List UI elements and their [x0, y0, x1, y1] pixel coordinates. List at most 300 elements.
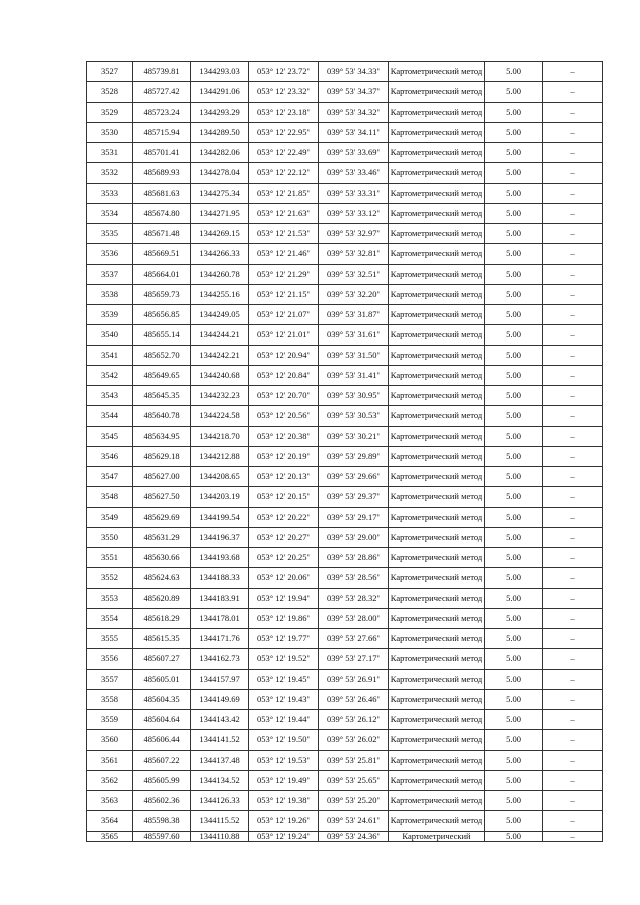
longitude-cell: 039° 53' 33.12": [319, 203, 389, 223]
accuracy-cell: 5.00: [485, 608, 543, 628]
note-cell: –: [543, 406, 603, 426]
note-cell: –: [543, 649, 603, 669]
x-coordinate-cell: 485689.93: [133, 163, 191, 183]
longitude-cell: 039° 53' 24.61": [319, 811, 389, 831]
x-coordinate-cell: 485627.50: [133, 487, 191, 507]
y-coordinate-cell: 1344242.21: [191, 345, 249, 365]
method-cell: Картометрический метод: [389, 102, 485, 122]
x-coordinate-cell: 485727.42: [133, 82, 191, 102]
note-cell: –: [543, 426, 603, 446]
point-number-cell: 3563: [87, 791, 133, 811]
accuracy-cell: 5.00: [485, 426, 543, 446]
note-cell: –: [543, 507, 603, 527]
point-number-cell: 3540: [87, 325, 133, 345]
note-cell: –: [543, 669, 603, 689]
table-row: [87, 386, 603, 406]
x-coordinate-cell: 485645.35: [133, 386, 191, 406]
point-number-cell: 3562: [87, 770, 133, 790]
accuracy-cell: 5.00: [485, 811, 543, 831]
y-coordinate-cell: 1344293.03: [191, 62, 249, 82]
x-coordinate-cell: 485598.38: [133, 811, 191, 831]
x-coordinate-cell: 485607.22: [133, 750, 191, 770]
table-row: [87, 62, 603, 82]
latitude-cell: 053° 12' 20.22": [249, 507, 319, 527]
table-row: [87, 82, 603, 102]
table-row: [87, 345, 603, 365]
longitude-cell: 039° 53' 28.00": [319, 608, 389, 628]
method-cell: Картометрический метод: [389, 122, 485, 142]
method-cell: Картометрический метод: [389, 710, 485, 730]
y-coordinate-cell: 1344282.06: [191, 143, 249, 163]
x-coordinate-cell: 485656.85: [133, 305, 191, 325]
point-number-cell: 3547: [87, 467, 133, 487]
table-row: [87, 548, 603, 568]
point-number-cell: 3527: [87, 62, 133, 82]
latitude-cell: 053° 12' 22.12": [249, 163, 319, 183]
note-cell: –: [543, 203, 603, 223]
y-coordinate-cell: 1344232.23: [191, 386, 249, 406]
latitude-cell: 053° 12' 22.49": [249, 143, 319, 163]
method-cell: Картометрический метод: [389, 629, 485, 649]
latitude-cell: 053° 12' 21.85": [249, 183, 319, 203]
latitude-cell: 053° 12' 19.50": [249, 730, 319, 750]
method-cell: Картометрический метод: [389, 791, 485, 811]
note-cell: –: [543, 791, 603, 811]
latitude-cell: 053° 12' 19.26": [249, 811, 319, 831]
note-cell: –: [543, 750, 603, 770]
latitude-cell: 053° 12' 19.77": [249, 629, 319, 649]
note-cell: –: [543, 305, 603, 325]
latitude-cell: 053° 12' 21.15": [249, 284, 319, 304]
table-row: [87, 426, 603, 446]
latitude-cell: 053° 12' 21.53": [249, 224, 319, 244]
latitude-cell: 053° 12' 20.27": [249, 527, 319, 547]
y-coordinate-cell: 1344199.54: [191, 507, 249, 527]
accuracy-cell: 5.00: [485, 325, 543, 345]
accuracy-cell: 5.00: [485, 305, 543, 325]
point-number-cell: 3529: [87, 102, 133, 122]
x-coordinate-cell: 485597.60: [133, 831, 191, 841]
table-row: [87, 568, 603, 588]
method-cell: Картометрический метод: [389, 568, 485, 588]
latitude-cell: 053° 12' 20.84": [249, 365, 319, 385]
accuracy-cell: 5.00: [485, 446, 543, 466]
note-cell: –: [543, 183, 603, 203]
longitude-cell: 039° 53' 29.37": [319, 487, 389, 507]
note-cell: –: [543, 527, 603, 547]
table-row: [87, 730, 603, 750]
accuracy-cell: 5.00: [485, 649, 543, 669]
point-number-cell: 3561: [87, 750, 133, 770]
longitude-cell: 039° 53' 27.17": [319, 649, 389, 669]
latitude-cell: 053° 12' 21.63": [249, 203, 319, 223]
note-cell: –: [543, 284, 603, 304]
method-cell: Картометрический метод: [389, 345, 485, 365]
longitude-cell: 039° 53' 26.91": [319, 669, 389, 689]
note-cell: –: [543, 345, 603, 365]
latitude-cell: 053° 12' 19.38": [249, 791, 319, 811]
method-cell: Картометрический метод: [389, 305, 485, 325]
method-cell: Картометрический метод: [389, 548, 485, 568]
table-row: [87, 629, 603, 649]
method-cell: Картометрический метод: [389, 608, 485, 628]
table-row: [87, 325, 603, 345]
point-number-cell: 3551: [87, 548, 133, 568]
note-cell: –: [543, 386, 603, 406]
accuracy-cell: 5.00: [485, 791, 543, 811]
method-cell: Картометрический метод: [389, 82, 485, 102]
longitude-cell: 039° 53' 26.12": [319, 710, 389, 730]
note-cell: –: [543, 224, 603, 244]
point-number-cell: 3545: [87, 426, 133, 446]
longitude-cell: 039° 53' 29.00": [319, 527, 389, 547]
longitude-cell: 039° 53' 34.32": [319, 102, 389, 122]
point-number-cell: 3537: [87, 264, 133, 284]
point-number-cell: 3548: [87, 487, 133, 507]
method-cell: Картометрический метод: [389, 426, 485, 446]
latitude-cell: 053° 12' 20.38": [249, 426, 319, 446]
longitude-cell: 039° 53' 28.32": [319, 588, 389, 608]
table-row: [87, 791, 603, 811]
method-cell: Картометрический метод: [389, 365, 485, 385]
y-coordinate-cell: 1344269.15: [191, 224, 249, 244]
accuracy-cell: 5.00: [485, 203, 543, 223]
method-cell: Картометрический метод: [389, 669, 485, 689]
point-number-cell: 3549: [87, 507, 133, 527]
table-row: [87, 811, 603, 831]
y-coordinate-cell: 1344115.52: [191, 811, 249, 831]
point-number-cell: 3535: [87, 224, 133, 244]
note-cell: –: [543, 568, 603, 588]
y-coordinate-cell: 1344110.88: [191, 831, 249, 841]
accuracy-cell: 5.00: [485, 62, 543, 82]
table-row: [87, 406, 603, 426]
table-row: [87, 831, 603, 841]
point-number-cell: 3554: [87, 608, 133, 628]
y-coordinate-cell: 1344249.05: [191, 305, 249, 325]
x-coordinate-cell: 485627.00: [133, 467, 191, 487]
latitude-cell: 053° 12' 19.45": [249, 669, 319, 689]
latitude-cell: 053° 12' 19.53": [249, 750, 319, 770]
y-coordinate-cell: 1344134.52: [191, 770, 249, 790]
table-row: [87, 608, 603, 628]
y-coordinate-cell: 1344271.95: [191, 203, 249, 223]
accuracy-cell: 5.00: [485, 386, 543, 406]
y-coordinate-cell: 1344224.58: [191, 406, 249, 426]
method-cell: Картометрический метод: [389, 507, 485, 527]
point-number-cell: 3552: [87, 568, 133, 588]
longitude-cell: 039° 53' 31.61": [319, 325, 389, 345]
table-row: [87, 102, 603, 122]
coordinates-table: [86, 61, 603, 842]
point-number-cell: 3528: [87, 82, 133, 102]
y-coordinate-cell: 1344149.69: [191, 689, 249, 709]
longitude-cell: 039° 53' 28.56": [319, 568, 389, 588]
method-cell: Картометрический метод: [389, 203, 485, 223]
longitude-cell: 039° 53' 29.66": [319, 467, 389, 487]
method-cell: Картометрический метод: [389, 770, 485, 790]
x-coordinate-cell: 485604.64: [133, 710, 191, 730]
method-cell: Картометрический метод: [389, 588, 485, 608]
x-coordinate-cell: 485604.35: [133, 689, 191, 709]
note-cell: –: [543, 62, 603, 82]
y-coordinate-cell: 1344275.34: [191, 183, 249, 203]
y-coordinate-cell: 1344178.01: [191, 608, 249, 628]
latitude-cell: 053° 12' 20.13": [249, 467, 319, 487]
table-row: [87, 203, 603, 223]
accuracy-cell: 5.00: [485, 163, 543, 183]
y-coordinate-cell: 1344289.50: [191, 122, 249, 142]
accuracy-cell: 5.00: [485, 527, 543, 547]
y-coordinate-cell: 1344157.97: [191, 669, 249, 689]
y-coordinate-cell: 1344260.78: [191, 264, 249, 284]
x-coordinate-cell: 485674.80: [133, 203, 191, 223]
x-coordinate-cell: 485649.65: [133, 365, 191, 385]
accuracy-cell: 5.00: [485, 467, 543, 487]
table-row: [87, 770, 603, 790]
latitude-cell: 053° 12' 21.46": [249, 244, 319, 264]
note-cell: –: [543, 264, 603, 284]
latitude-cell: 053° 12' 23.18": [249, 102, 319, 122]
y-coordinate-cell: 1344255.16: [191, 284, 249, 304]
table-body: [87, 62, 603, 842]
y-coordinate-cell: 1344208.65: [191, 467, 249, 487]
longitude-cell: 039° 53' 28.86": [319, 548, 389, 568]
longitude-cell: 039° 53' 29.17": [319, 507, 389, 527]
y-coordinate-cell: 1344293.29: [191, 102, 249, 122]
longitude-cell: 039° 53' 33.31": [319, 183, 389, 203]
point-number-cell: 3555: [87, 629, 133, 649]
latitude-cell: 053° 12' 19.49": [249, 770, 319, 790]
table-row: [87, 487, 603, 507]
point-number-cell: 3531: [87, 143, 133, 163]
method-cell: Картометрический метод: [389, 224, 485, 244]
accuracy-cell: 5.00: [485, 588, 543, 608]
y-coordinate-cell: 1344218.70: [191, 426, 249, 446]
x-coordinate-cell: 485615.35: [133, 629, 191, 649]
point-number-cell: 3539: [87, 305, 133, 325]
latitude-cell: 053° 12' 23.32": [249, 82, 319, 102]
table-row: [87, 689, 603, 709]
table-row: [87, 649, 603, 669]
note-cell: –: [543, 102, 603, 122]
longitude-cell: 039° 53' 34.33": [319, 62, 389, 82]
longitude-cell: 039° 53' 25.65": [319, 770, 389, 790]
accuracy-cell: 5.00: [485, 629, 543, 649]
point-number-cell: 3541: [87, 345, 133, 365]
longitude-cell: 039° 53' 31.50": [319, 345, 389, 365]
x-coordinate-cell: 485607.27: [133, 649, 191, 669]
accuracy-cell: 5.00: [485, 183, 543, 203]
latitude-cell: 053° 12' 20.06": [249, 568, 319, 588]
x-coordinate-cell: 485606.44: [133, 730, 191, 750]
y-coordinate-cell: 1344291.06: [191, 82, 249, 102]
method-cell: Картометрический метод: [389, 264, 485, 284]
y-coordinate-cell: 1344171.76: [191, 629, 249, 649]
accuracy-cell: 5.00: [485, 487, 543, 507]
x-coordinate-cell: 485640.78: [133, 406, 191, 426]
note-cell: –: [543, 811, 603, 831]
latitude-cell: 053° 12' 20.19": [249, 446, 319, 466]
method-cell: Картометрический метод: [389, 406, 485, 426]
note-cell: –: [543, 122, 603, 142]
latitude-cell: 053° 12' 19.24": [249, 831, 319, 841]
latitude-cell: 053° 12' 19.43": [249, 689, 319, 709]
x-coordinate-cell: 485618.29: [133, 608, 191, 628]
table-row: [87, 264, 603, 284]
longitude-cell: 039° 53' 24.36": [319, 831, 389, 841]
x-coordinate-cell: 485701.41: [133, 143, 191, 163]
method-cell: Картометрический метод: [389, 446, 485, 466]
note-cell: –: [543, 548, 603, 568]
longitude-cell: 039° 53' 32.97": [319, 224, 389, 244]
longitude-cell: 039° 53' 26.02": [319, 730, 389, 750]
accuracy-cell: 5.00: [485, 143, 543, 163]
longitude-cell: 039° 53' 31.87": [319, 305, 389, 325]
y-coordinate-cell: 1344141.52: [191, 730, 249, 750]
accuracy-cell: 5.00: [485, 264, 543, 284]
accuracy-cell: 5.00: [485, 122, 543, 142]
latitude-cell: 053° 12' 21.01": [249, 325, 319, 345]
longitude-cell: 039° 53' 33.46": [319, 163, 389, 183]
method-cell: Картометрический метод: [389, 163, 485, 183]
y-coordinate-cell: 1344137.48: [191, 750, 249, 770]
x-coordinate-cell: 485652.70: [133, 345, 191, 365]
x-coordinate-cell: 485629.69: [133, 507, 191, 527]
note-cell: –: [543, 446, 603, 466]
accuracy-cell: 5.00: [485, 831, 543, 841]
latitude-cell: 053° 12' 20.56": [249, 406, 319, 426]
method-cell: Картометрический метод: [389, 62, 485, 82]
latitude-cell: 053° 12' 19.52": [249, 649, 319, 669]
table-row: [87, 183, 603, 203]
note-cell: –: [543, 588, 603, 608]
accuracy-cell: 5.00: [485, 568, 543, 588]
accuracy-cell: 5.00: [485, 406, 543, 426]
y-coordinate-cell: 1344278.04: [191, 163, 249, 183]
longitude-cell: 039° 53' 32.81": [319, 244, 389, 264]
point-number-cell: 3565: [87, 831, 133, 841]
x-coordinate-cell: 485739.81: [133, 62, 191, 82]
longitude-cell: 039° 53' 29.89": [319, 446, 389, 466]
table-row: [87, 750, 603, 770]
latitude-cell: 053° 12' 21.07": [249, 305, 319, 325]
note-cell: –: [543, 770, 603, 790]
method-cell: Картометрический метод: [389, 325, 485, 345]
latitude-cell: 053° 12' 20.15": [249, 487, 319, 507]
note-cell: –: [543, 629, 603, 649]
method-cell: Картометрический метод: [389, 527, 485, 547]
table-row: [87, 224, 603, 244]
accuracy-cell: 5.00: [485, 244, 543, 264]
method-cell: Картометрический метод: [389, 750, 485, 770]
accuracy-cell: 5.00: [485, 102, 543, 122]
note-cell: –: [543, 82, 603, 102]
accuracy-cell: 5.00: [485, 730, 543, 750]
point-number-cell: 3530: [87, 122, 133, 142]
table-row: [87, 527, 603, 547]
latitude-cell: 053° 12' 19.94": [249, 588, 319, 608]
point-number-cell: 3556: [87, 649, 133, 669]
point-number-cell: 3558: [87, 689, 133, 709]
longitude-cell: 039° 53' 32.51": [319, 264, 389, 284]
point-number-cell: 3557: [87, 669, 133, 689]
x-coordinate-cell: 485620.89: [133, 588, 191, 608]
accuracy-cell: 5.00: [485, 669, 543, 689]
x-coordinate-cell: 485655.14: [133, 325, 191, 345]
longitude-cell: 039° 53' 30.21": [319, 426, 389, 446]
note-cell: –: [543, 730, 603, 750]
x-coordinate-cell: 485634.95: [133, 426, 191, 446]
method-cell: Картометрический метод: [389, 811, 485, 831]
point-number-cell: 3542: [87, 365, 133, 385]
table-row: [87, 710, 603, 730]
point-number-cell: 3534: [87, 203, 133, 223]
method-cell: Картометрический метод: [389, 244, 485, 264]
y-coordinate-cell: 1344162.73: [191, 649, 249, 669]
latitude-cell: 053° 12' 20.94": [249, 345, 319, 365]
accuracy-cell: 5.00: [485, 365, 543, 385]
longitude-cell: 039° 53' 31.41": [319, 365, 389, 385]
note-cell: –: [543, 689, 603, 709]
note-cell: –: [543, 244, 603, 264]
y-coordinate-cell: 1344183.91: [191, 588, 249, 608]
point-number-cell: 3546: [87, 446, 133, 466]
y-coordinate-cell: 1344212.88: [191, 446, 249, 466]
method-cell: Картометрический метод: [389, 689, 485, 709]
longitude-cell: 039° 53' 34.11": [319, 122, 389, 142]
point-number-cell: 3543: [87, 386, 133, 406]
method-cell: Картометрический метод: [389, 487, 485, 507]
y-coordinate-cell: 1344143.42: [191, 710, 249, 730]
table-row: [87, 284, 603, 304]
longitude-cell: 039° 53' 30.53": [319, 406, 389, 426]
accuracy-cell: 5.00: [485, 345, 543, 365]
accuracy-cell: 5.00: [485, 284, 543, 304]
accuracy-cell: 5.00: [485, 548, 543, 568]
x-coordinate-cell: 485605.01: [133, 669, 191, 689]
note-cell: –: [543, 710, 603, 730]
method-cell: Картометрический метод: [389, 143, 485, 163]
accuracy-cell: 5.00: [485, 507, 543, 527]
point-number-cell: 3544: [87, 406, 133, 426]
x-coordinate-cell: 485629.18: [133, 446, 191, 466]
x-coordinate-cell: 485630.66: [133, 548, 191, 568]
x-coordinate-cell: 485671.48: [133, 224, 191, 244]
table-row: [87, 507, 603, 527]
y-coordinate-cell: 1344196.37: [191, 527, 249, 547]
point-number-cell: 3532: [87, 163, 133, 183]
latitude-cell: 053° 12' 20.25": [249, 548, 319, 568]
point-number-cell: 3559: [87, 710, 133, 730]
x-coordinate-cell: 485631.29: [133, 527, 191, 547]
table-row: [87, 365, 603, 385]
note-cell: –: [543, 831, 603, 841]
method-cell: Картометрический метод: [389, 649, 485, 669]
method-cell: Картометрический метод: [389, 467, 485, 487]
table-row: [87, 446, 603, 466]
accuracy-cell: 5.00: [485, 710, 543, 730]
latitude-cell: 053° 12' 21.29": [249, 264, 319, 284]
longitude-cell: 039° 53' 33.69": [319, 143, 389, 163]
point-number-cell: 3553: [87, 588, 133, 608]
x-coordinate-cell: 485669.51: [133, 244, 191, 264]
table-row: [87, 143, 603, 163]
point-number-cell: 3538: [87, 284, 133, 304]
y-coordinate-cell: 1344126.33: [191, 791, 249, 811]
method-cell: Картометрический метод: [389, 730, 485, 750]
accuracy-cell: 5.00: [485, 224, 543, 244]
